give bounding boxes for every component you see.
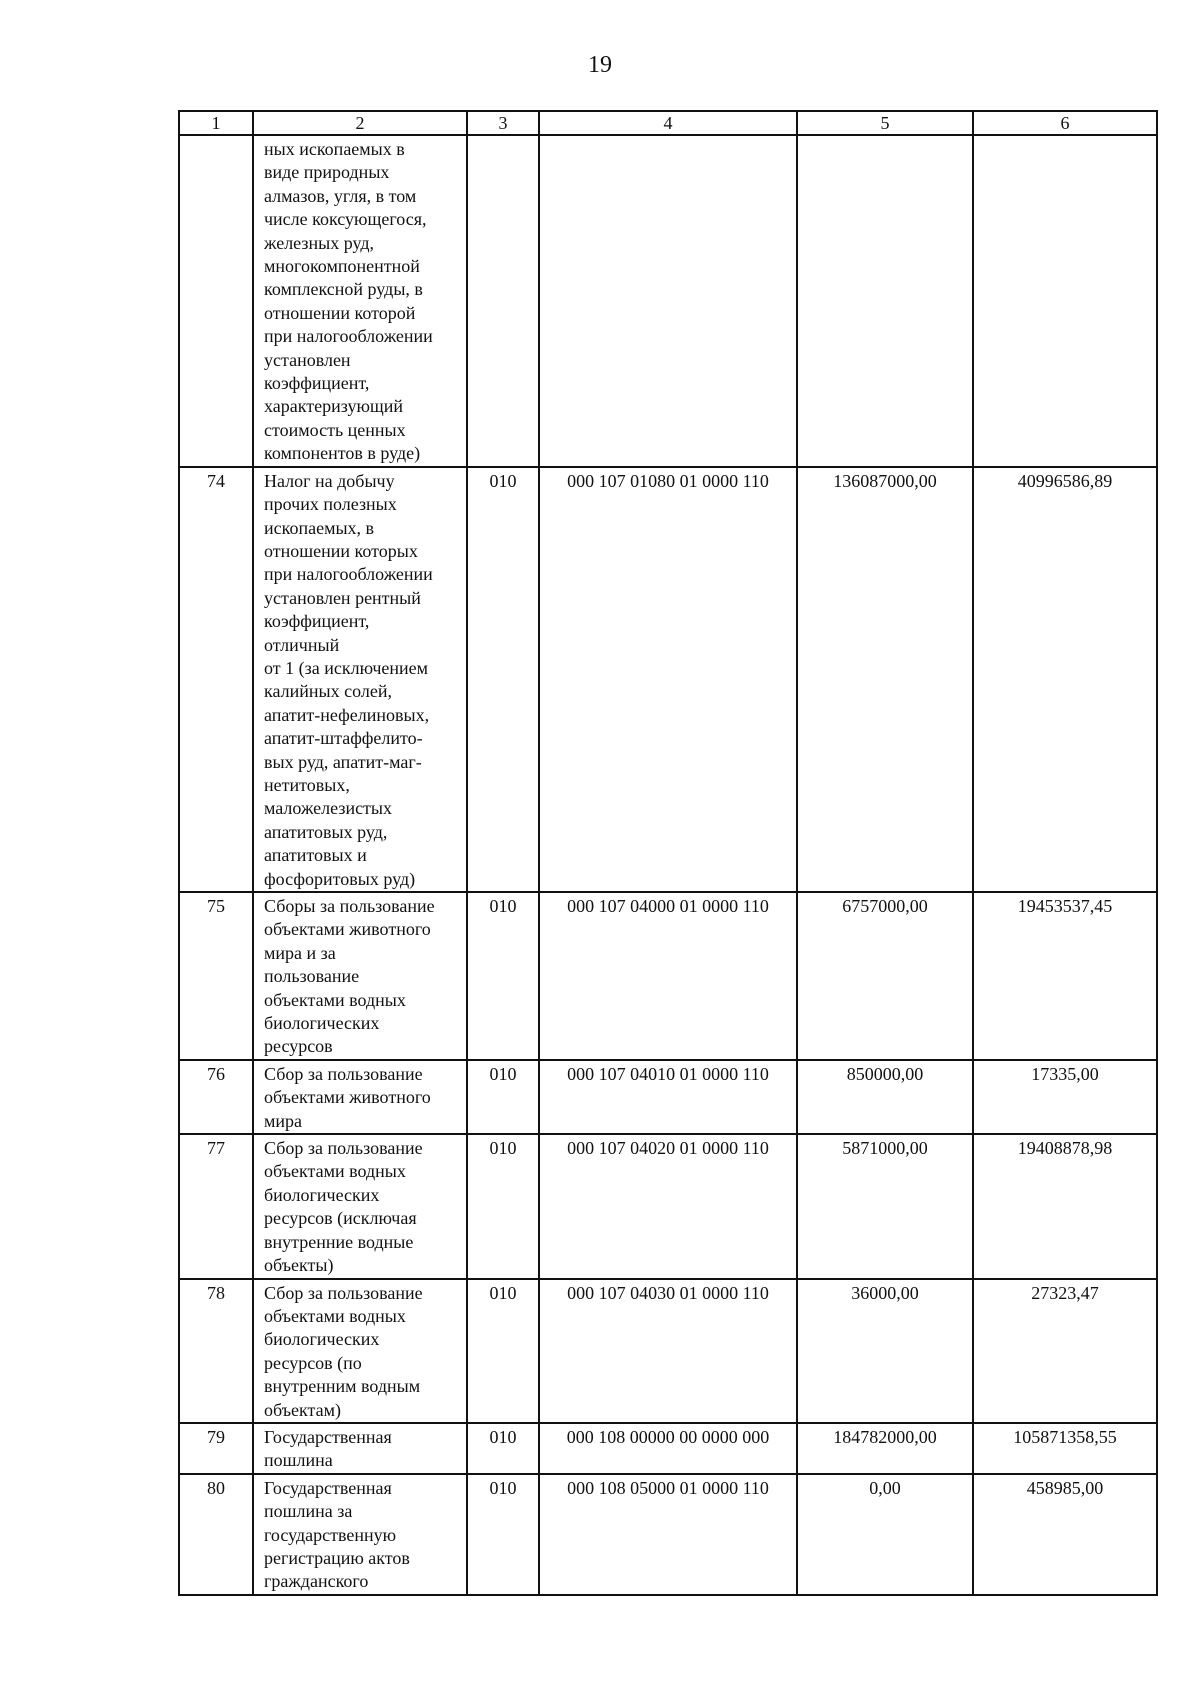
row-kbk: 000 107 04030 01 0000 110 (539, 1279, 797, 1423)
row-code: 010 (467, 1474, 539, 1595)
row-kbk: 000 107 04010 01 0000 110 (539, 1060, 797, 1134)
table-header-row (179, 111, 1157, 135)
row-code: 010 (467, 1134, 539, 1278)
table-row (179, 1423, 1157, 1474)
column-header-6: 6 (973, 111, 1157, 135)
revenue-table (178, 110, 1158, 1596)
row-number: 77 (179, 1134, 253, 1278)
row-name: Государственная пошлина (253, 1423, 467, 1474)
row-code: 010 (467, 467, 539, 892)
row-plan-value: 5871000,00 (797, 1134, 973, 1278)
row-kbk: 000 108 05000 01 0000 110 (539, 1474, 797, 1595)
table-row (179, 1060, 1157, 1134)
row-kbk: 000 108 00000 00 0000 000 (539, 1423, 797, 1474)
column-header-1: 1 (179, 111, 253, 135)
row-number (179, 135, 253, 467)
row-kbk: 000 107 01080 01 0000 110 (539, 467, 797, 892)
column-header-5: 5 (797, 111, 973, 135)
row-name: Сбор за пользование объектами водных биологических ресурсов (по внутренним водным объектам) (253, 1279, 467, 1423)
row-name: Государственная пошлина за государственную регистрацию актов гражданского (253, 1474, 467, 1595)
table-row (179, 1279, 1157, 1423)
row-fact-value: 40996586,89 (973, 467, 1157, 892)
column-header-4: 4 (539, 111, 797, 135)
row-number: 78 (179, 1279, 253, 1423)
table-row (179, 135, 1157, 467)
row-name: Сбор за пользование объектами водных биологических ресурсов (исключая внутренние водные объекты) (253, 1134, 467, 1278)
row-number: 75 (179, 892, 253, 1060)
column-header-2: 2 (253, 111, 467, 135)
table-row (179, 1134, 1157, 1278)
row-number: 76 (179, 1060, 253, 1134)
column-header-3: 3 (467, 111, 539, 135)
row-name: ных ископаемых в виде природных алмазов, угля, в том числе коксующегося, железных руд, многокомпонентной комплексной руды, в отношении которой при налогообложении установлен коэффициент, характеризующий стоимость ценных компонентов в руде) (253, 135, 467, 467)
table-row (179, 467, 1157, 892)
row-fact-value: 17335,00 (973, 1060, 1157, 1134)
row-number: 80 (179, 1474, 253, 1595)
row-kbk: 000 107 04020 01 0000 110 (539, 1134, 797, 1278)
row-plan-value: 36000,00 (797, 1279, 973, 1423)
row-kbk: 000 107 04000 01 0000 110 (539, 892, 797, 1060)
row-plan-value: 6757000,00 (797, 892, 973, 1060)
row-fact-value (973, 135, 1157, 467)
row-code: 010 (467, 1423, 539, 1474)
row-fact-value: 458985,00 (973, 1474, 1157, 1595)
row-fact-value: 19453537,45 (973, 892, 1157, 1060)
row-name: Налог на добычу прочих полезных ископаемых, в отношении которых при налогообложении установлен рентный коэффициент, отличный от 1 (за исключением калийных солей, апатит-нефелиновых, апатит-штаффелито- вых руд, апатит-маг- нетитовых, маложелезистых апатитовых руд, апатитовых и фосфоритовых руд) (253, 467, 467, 892)
row-fact-value: 105871358,55 (973, 1423, 1157, 1474)
table-row (179, 892, 1157, 1060)
page-number: 19 (588, 52, 612, 78)
row-plan-value: 850000,00 (797, 1060, 973, 1134)
row-plan-value: 0,00 (797, 1474, 973, 1595)
row-plan-value (797, 135, 973, 467)
row-name: Сбор за пользование объектами животного мира (253, 1060, 467, 1134)
row-fact-value: 19408878,98 (973, 1134, 1157, 1278)
row-code (467, 135, 539, 467)
row-fact-value: 27323,47 (973, 1279, 1157, 1423)
table-row (179, 1474, 1157, 1595)
row-number: 79 (179, 1423, 253, 1474)
row-number: 74 (179, 467, 253, 892)
row-code: 010 (467, 892, 539, 1060)
row-code: 010 (467, 1279, 539, 1423)
row-plan-value: 136087000,00 (797, 467, 973, 892)
row-plan-value: 184782000,00 (797, 1423, 973, 1474)
row-kbk (539, 135, 797, 467)
row-code: 010 (467, 1060, 539, 1134)
row-name: Сборы за пользование объектами животного мира и за пользование объектами водных биологических ресурсов (253, 892, 467, 1060)
